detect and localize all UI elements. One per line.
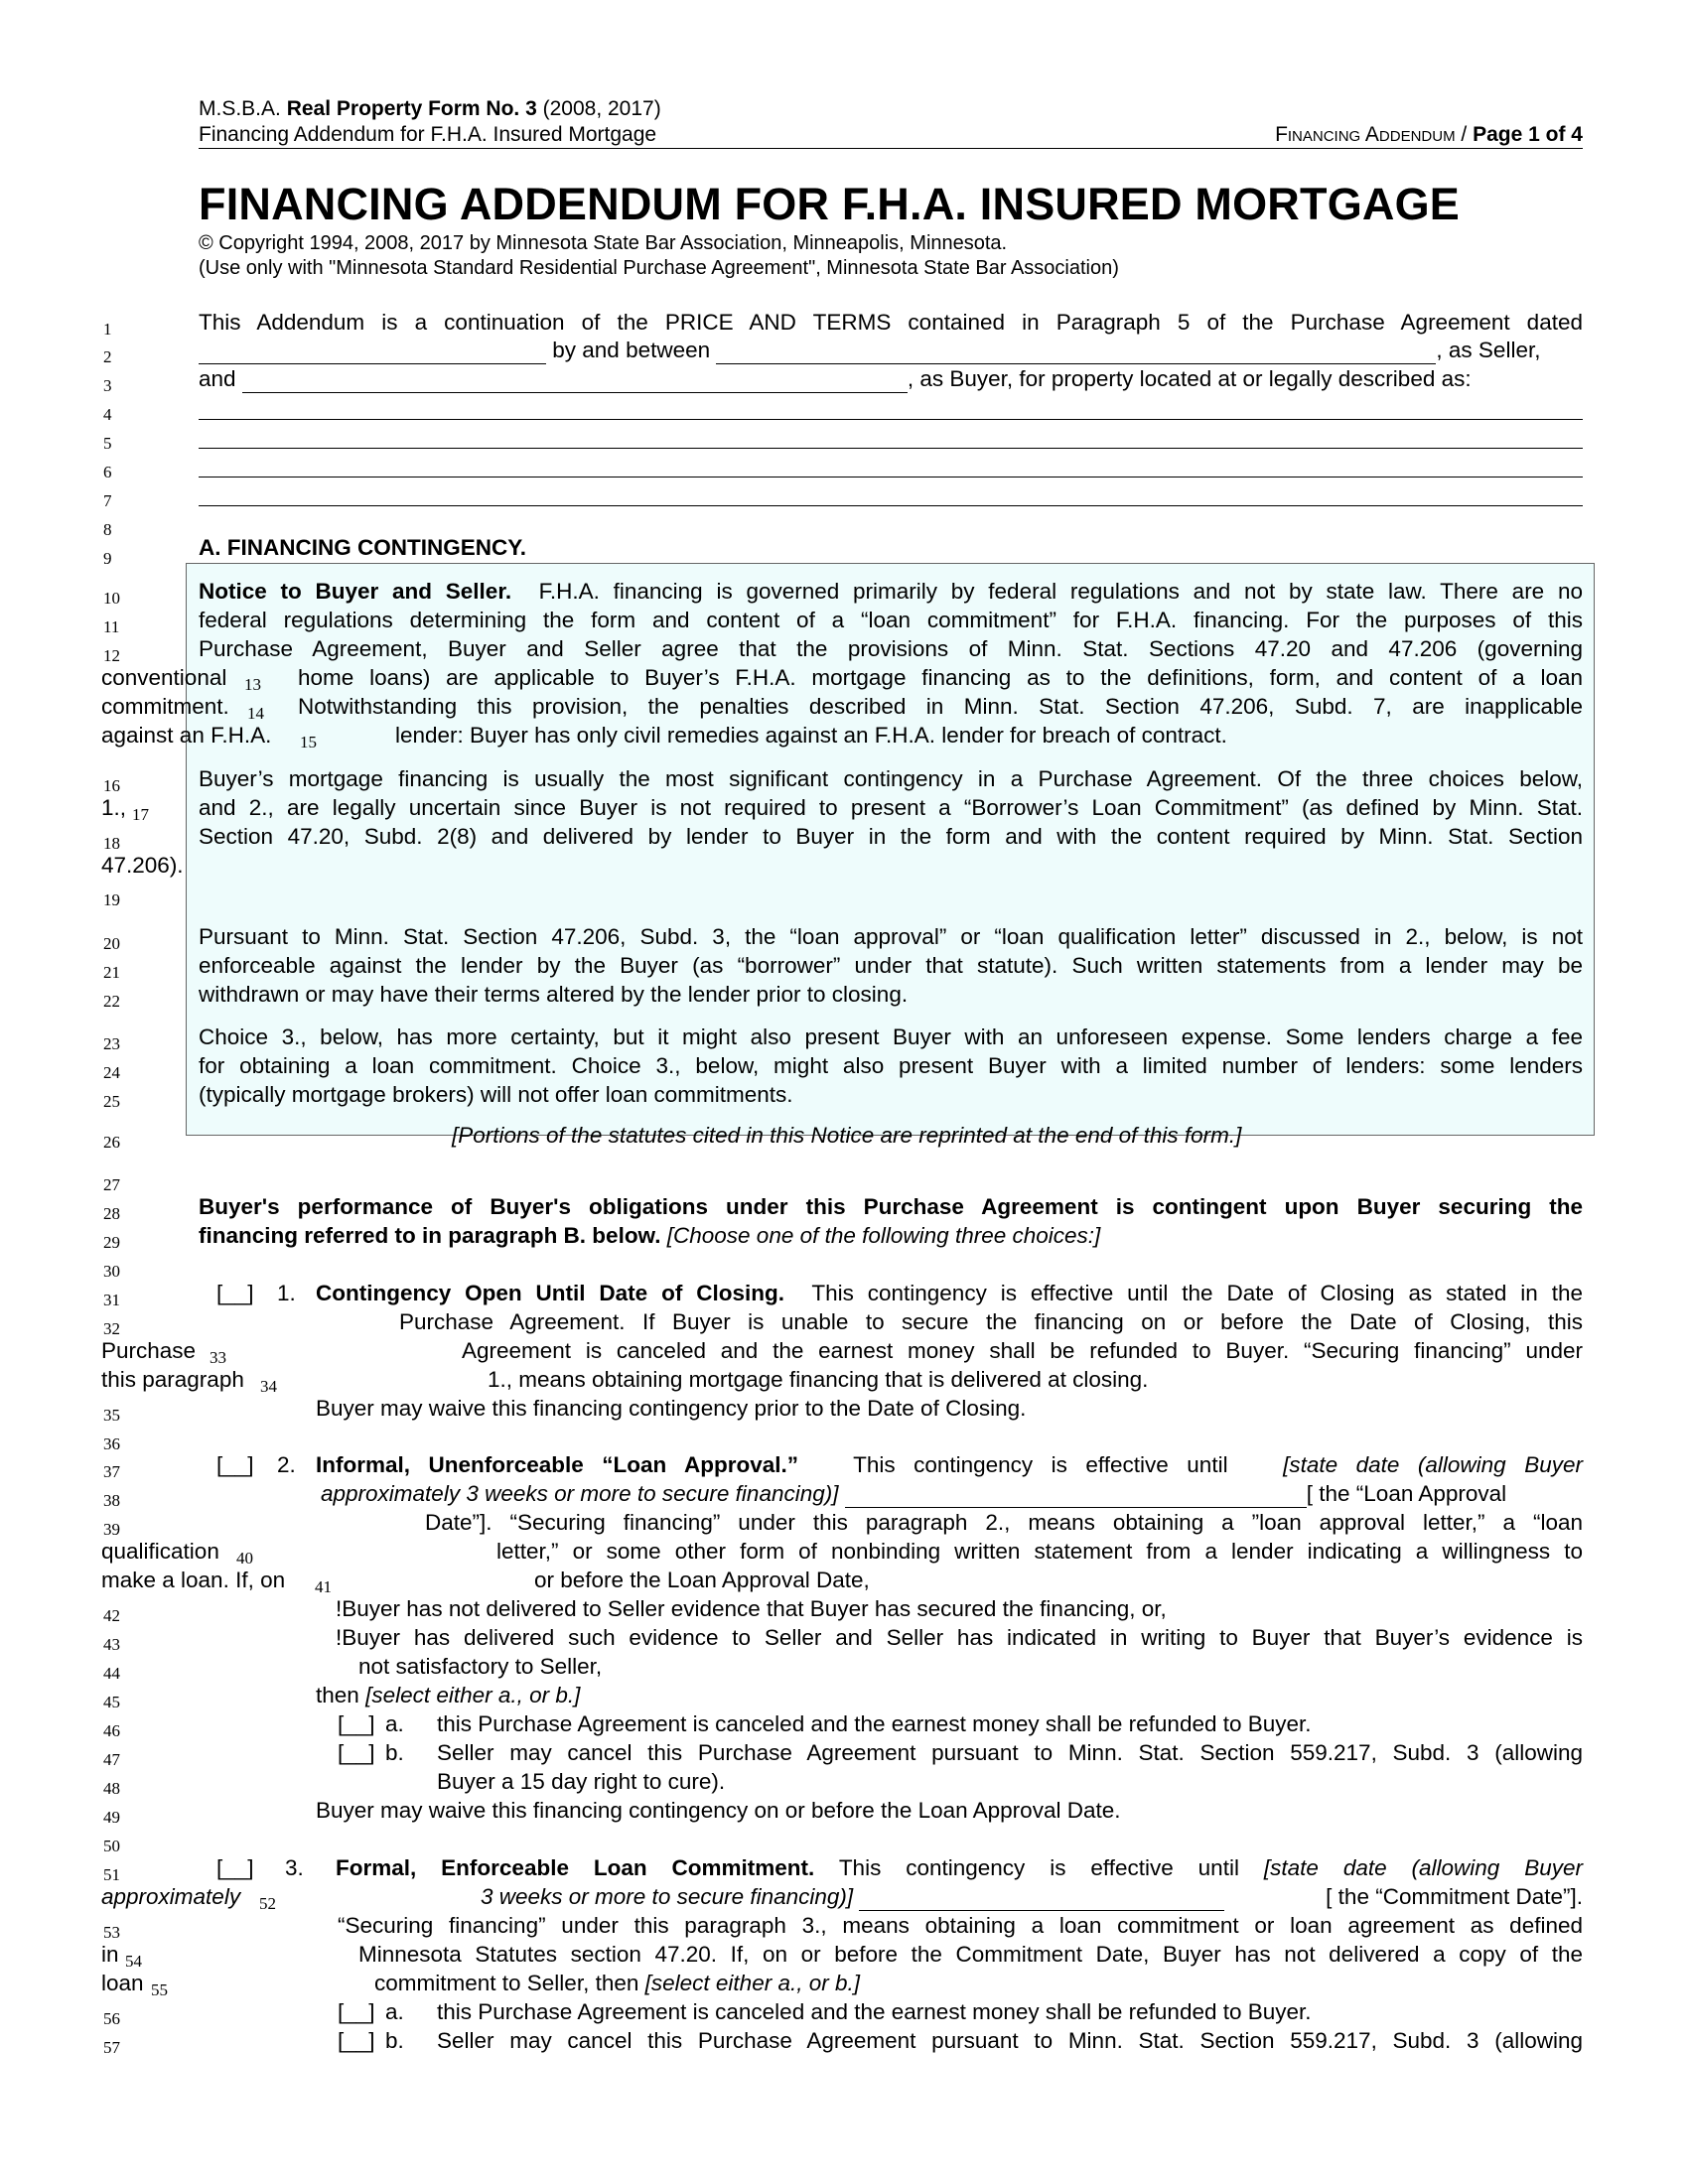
line-number: 31: [103, 1291, 120, 1309]
choice-2-line-42: [336, 1596, 1167, 1622]
choice-2-line-40: letter,” or some other form of nonbinding written statement from a lender indicating a willingness to: [496, 1539, 1583, 1564]
line-number: 12: [103, 646, 120, 665]
choice-3-checkbox[interactable]: [__]: [216, 1855, 254, 1880]
choice-1-line-34-left: this paragraph: [101, 1367, 244, 1392]
choice-2-line-39: Date”]. “Securing financing” under this paragraph 2., means obtaining a ”loan approval letter,” a “loan: [425, 1510, 1583, 1535]
choice-2-italic-38: approximately 3 weeks or more to secure financing)]: [321, 1481, 839, 1506]
bullet-icon: !: [336, 1625, 343, 1650]
line-number: 18: [103, 834, 120, 853]
by-between-text: by and between: [552, 338, 711, 362]
notice-line-25: (typically mortgage brokers) will not offer loan commitments.: [199, 1082, 793, 1107]
notice-line-13: home loans) are applicable to Buyer’s F.H.A. mortgage financing as to the definitions, form, and content of a loan: [298, 665, 1583, 690]
choice-3a-checkbox[interactable]: [__]: [338, 1999, 375, 2024]
bullet-icon: !: [336, 1596, 343, 1621]
header-org: M.S.B.A.: [199, 97, 281, 120]
line-number: 5: [103, 434, 112, 453]
line-number: 43: [103, 1635, 120, 1654]
line-number: 21: [103, 963, 120, 982]
line-number: 34: [260, 1377, 277, 1396]
form-header-line2: [199, 123, 1583, 149]
line-number: 28: [103, 1204, 120, 1223]
notice-line-23: Choice 3., below, has more certainty, but it might also present Buyer with an unforeseen expense. Some lenders charge a fee: [199, 1024, 1583, 1049]
header-right-label: Financing Addendum: [1275, 123, 1456, 146]
choice-1-checkbox[interactable]: [__]: [216, 1281, 254, 1305]
copyright-block: [199, 231, 1119, 281]
line-number: 29: [103, 1233, 120, 1252]
date-field[interactable]: [199, 338, 546, 364]
choice-3-line-56: this Purchase Agreement is canceled and the earnest money shall be refunded to Buyer.: [437, 1999, 1312, 2024]
notice-line-21: enforceable against the lender by the Buyer (as “borrower” under that statute). Such written statements from a lender may be: [199, 953, 1583, 978]
choice-3-text-51: This contingency is effective until: [838, 1855, 1239, 1880]
line-number: 11: [103, 617, 120, 636]
line-number: 40: [236, 1549, 253, 1568]
intro-line-1: This Addendum is a continuation of the PRICE AND TERMS contained in Paragraph 5 of the Purchase Agreement dated: [199, 310, 1583, 335]
as-seller-text: , as Seller,: [1436, 338, 1541, 362]
intro-line-2: [199, 338, 1583, 364]
line-number: 19: [103, 890, 120, 909]
choice-2-number: 2.: [277, 1452, 296, 1477]
line-number: 45: [103, 1693, 120, 1711]
notice-line-26: [Portions of the statutes cited in this Notice are reprinted at the end of this form.]: [452, 1123, 1242, 1148]
loan-approval-date-field[interactable]: [845, 1481, 1307, 1508]
line-number: 25: [103, 1092, 120, 1111]
line-number: 35: [103, 1406, 120, 1425]
notice-line-24: for obtaining a loan commitment. Choice 3., below, might also present Buyer with a limited number of lenders: some lenders: [199, 1053, 1583, 1078]
choice-2-text-37: This contingency is effective until: [853, 1452, 1228, 1477]
choice-2-line-43: [336, 1625, 1583, 1651]
line-number: 15: [300, 733, 317, 751]
choice-2-line-49: Buyer may waive this financing contingency on or before the Loan Approval Date.: [316, 1798, 1121, 1823]
header-form-years: (2008, 2017): [542, 97, 661, 120]
choice-1-number: 1.: [277, 1281, 296, 1305]
choice-3-number: 3.: [285, 1855, 304, 1880]
choice-2-select: [select either a., or b.]: [365, 1683, 581, 1707]
performance-choose: [Choose one of the following three choices:]: [666, 1223, 1101, 1248]
notice-line-18: Section 47.20, Subd. 2(8) and delivered by lender to Buyer in the form and with the content required by Minn. Stat. Section: [199, 824, 1583, 849]
notice-line-11: federal regulations determining the form and content of a “loan commitment” for F.H.A. financing. For the purposes of this: [199, 608, 1583, 632]
header-subtitle: Financing Addendum for F.H.A. Insured Mortgage: [199, 123, 657, 146]
notice-line-17: and 2., are legally uncertain since Buyer is not required to present a “Borrower’s Loan Commitment” (as defined by Minn. Stat.: [199, 795, 1583, 820]
choice-2-line-47: Seller may cancel this Purchase Agreement pursuant to Minn. Stat. Section 559.217, Subd. 3 (allowing: [437, 1740, 1583, 1765]
choice-2-line-41-left: make a loan. If, on: [101, 1568, 286, 1592]
line-number: 49: [103, 1808, 120, 1827]
line-number: 56: [103, 2009, 120, 2028]
choice-1-line-34: 1., means obtaining mortgage financing that is delivered at closing.: [488, 1367, 1149, 1392]
page-number: Page 1 of 4: [1473, 123, 1583, 146]
line-number: 37: [103, 1462, 120, 1481]
line-number: 33: [210, 1348, 226, 1367]
choice-3-line-52-left: approximately: [101, 1884, 241, 1909]
choice-3a-label: a.: [385, 1999, 404, 2024]
line-number: 16: [103, 776, 120, 795]
choice-2-text-43: Buyer has delivered such evidence to Seller and Seller has indicated in writing to Buyer that Buyer’s evidence is: [342, 1625, 1583, 1650]
notice-heading: Notice to Buyer and Seller.: [199, 579, 512, 604]
intro-line-3: [199, 366, 1472, 393]
document-title: FINANCING ADDENDUM FOR F.H.A. INSURED MORTGAGE: [199, 179, 1461, 229]
choice-3-line-57: Seller may cancel this Purchase Agreement pursuant to Minn. Stat. Section 559.217, Subd. 3 (allowing: [437, 2028, 1583, 2053]
notice-text-10: F.H.A. financing is governed primarily by federal regulations and not by state law. There are no: [538, 579, 1583, 604]
choice-3b-checkbox[interactable]: [__]: [338, 2028, 375, 2053]
choice-2-line-41: or before the Loan Approval Date,: [534, 1568, 870, 1592]
notice-line-15: lender: Buyer has only civil remedies against an F.H.A. lender for breach of contract.: [395, 723, 1227, 748]
choice-1-line-31: [316, 1281, 1583, 1306]
header-form-name: Real Property Form No. 3: [286, 97, 537, 120]
choice-3-text-55: commitment to Seller, then: [374, 1971, 639, 1995]
property-description-field-1[interactable]: [199, 419, 1583, 420]
line-number: 44: [103, 1664, 120, 1683]
line-number: 52: [259, 1894, 276, 1913]
line-number: 4: [103, 405, 112, 424]
section-a-heading: A. FINANCING CONTINGENCY.: [199, 535, 527, 560]
choice-3-text-52: [ the “Commitment Date”].: [1326, 1884, 1583, 1909]
choice-2a-label: a.: [385, 1711, 404, 1736]
property-description-field-2[interactable]: [199, 448, 1583, 449]
line-number: 54: [125, 1952, 142, 1971]
notice-line-10: [199, 579, 1583, 605]
line-number: 10: [103, 589, 120, 608]
choice-1-line-32: Purchase Agreement. If Buyer is unable to secure the financing on or before the Date of Closing, this: [399, 1309, 1583, 1334]
choice-1-line-33-left: Purchase: [101, 1338, 197, 1363]
choice-2-line-38: [321, 1481, 1506, 1508]
choice-2-line-37: [316, 1452, 1583, 1478]
line-number: 20: [103, 934, 120, 953]
choice-3-line-54: Minnesota Statutes section 47.20. If, on or before the Commitment Date, Buyer has not delivered a copy of the: [358, 1942, 1583, 1967]
line-number: 39: [103, 1520, 120, 1539]
header-page-info: [1275, 123, 1583, 147]
line-number: 23: [103, 1034, 120, 1053]
form-header-line1: [199, 97, 661, 121]
line-number: 30: [103, 1262, 120, 1281]
choice-2-line-45: [316, 1683, 580, 1708]
line-number: 41: [315, 1577, 332, 1596]
choice-1-line-35: Buyer may waive this financing contingency prior to the Date of Closing.: [316, 1396, 1027, 1421]
line-number: 46: [103, 1721, 120, 1740]
choice-2b-checkbox[interactable]: [__]: [338, 1740, 375, 1765]
line-number: 13: [244, 675, 261, 694]
line-number: 53: [103, 1923, 120, 1942]
line-number: 6: [103, 463, 112, 481]
notice-line-18b: 47.206).: [101, 853, 184, 878]
choice-3-line-55-left: loan: [101, 1971, 144, 1995]
choice-3-line-55: [374, 1971, 860, 1996]
seller-name-field[interactable]: [716, 338, 1436, 364]
choice-2-line-44: not satisfactory to Seller,: [358, 1654, 603, 1679]
performance-line-29: [199, 1223, 1100, 1249]
line-number: 57: [103, 2038, 120, 2057]
commitment-date-field[interactable]: [859, 1884, 1224, 1911]
notice-line-14: Notwithstanding this provision, the penalties described in Minn. Stat. Section 47.206, Subd. 7, are inapplicable: [298, 694, 1583, 719]
choice-3-line-54-left: in: [101, 1942, 119, 1967]
choice-3-italic-51: [state date (allowing Buyer: [1263, 1855, 1583, 1880]
choice-2a-checkbox[interactable]: [__]: [338, 1711, 375, 1736]
choice-1-line-33: Agreement is canceled and the earnest money shall be refunded to Buyer. “Securing financing” under: [462, 1338, 1583, 1363]
property-description-field-3[interactable]: [199, 477, 1583, 478]
line-number: 22: [103, 992, 120, 1011]
buyer-name-field[interactable]: [242, 366, 908, 393]
notice-line-15-left: against an F.H.A.: [101, 723, 272, 748]
choice-2-line-46: this Purchase Agreement is canceled and the earnest money shall be refunded to Buyer.: [437, 1711, 1312, 1736]
line-number: 55: [151, 1980, 168, 1999]
choice-3-line-53: “Securing financing” under this paragraph 3., means obtaining a loan commitment or loan agreement as defined: [338, 1913, 1583, 1938]
line-number: 51: [103, 1865, 120, 1884]
notice-line-17-left: 1.,: [101, 795, 127, 820]
line-number: 26: [103, 1133, 120, 1152]
line-number: 38: [103, 1491, 120, 1510]
property-description-field-4[interactable]: [199, 505, 1583, 506]
line-number: 1: [103, 320, 112, 339]
use-only-line: (Use only with "Minnesota Standard Residential Purchase Agreement", Minnesota State Bar Association): [199, 257, 1119, 279]
choice-3-italic-52: 3 weeks or more to secure financing)]: [481, 1884, 854, 1909]
as-buyer-text: , as Buyer, for property located at or legally described as:: [907, 366, 1472, 391]
line-number: 2: [103, 347, 112, 366]
line-number: 32: [103, 1319, 120, 1338]
notice-line-12: Purchase Agreement, Buyer and Seller agree that the provisions of Minn. Stat. Sections 47.20 and 47.206 (governing: [199, 636, 1583, 661]
choice-2-text-38: [ the “Loan Approval: [1306, 1481, 1507, 1506]
and-text: and: [199, 366, 236, 391]
notice-line-22: withdrawn or may have their terms altered by the lender prior to closing.: [199, 982, 909, 1007]
line-number: 27: [103, 1175, 120, 1194]
choice-2b-label: b.: [385, 1740, 404, 1765]
performance-bold: financing referred to in paragraph B. below.: [199, 1223, 661, 1248]
line-number: 50: [103, 1837, 120, 1855]
copyright-line: © Copyright 1994, 2008, 2017 by Minnesota State Bar Association, Minneapolis, Minnesota.: [199, 232, 1008, 254]
choice-2-text-42: Buyer has not delivered to Seller evidence that Buyer has secured the financing, or,: [342, 1596, 1167, 1621]
line-number: 48: [103, 1779, 120, 1798]
choice-1-heading: Contingency Open Until Date of Closing.: [316, 1281, 784, 1305]
choice-1-text-31: This contingency is effective until the Date of Closing as stated in the: [811, 1281, 1583, 1305]
line-number: 7: [103, 491, 112, 510]
choice-2-line-40-left: qualification: [101, 1539, 219, 1564]
line-number: 17: [132, 805, 149, 824]
choice-3b-label: b.: [385, 2028, 404, 2053]
line-number: 47: [103, 1750, 120, 1769]
choice-3-heading: Formal, Enforceable Loan Commitment.: [336, 1855, 815, 1880]
choice-2-then: then: [316, 1683, 359, 1707]
choice-3-select: [select either a., or b.]: [644, 1971, 860, 1995]
notice-line-14-left: commitment.: [101, 694, 229, 719]
notice-line-16: Buyer’s mortgage financing is usually the most significant contingency in a Purchase Agreement. Of the three choices below,: [199, 766, 1583, 791]
notice-line-13-left: conventional: [101, 665, 227, 690]
performance-line-28: Buyer's performance of Buyer's obligations under this Purchase Agreement is contingent upon Buyer securing the: [199, 1194, 1583, 1219]
choice-3-line-52: [481, 1884, 1583, 1911]
choice-3-line-51: [336, 1855, 1583, 1881]
line-number: 24: [103, 1063, 120, 1082]
header-slash: /: [1461, 123, 1468, 146]
line-number: 9: [103, 549, 112, 568]
line-number: 14: [247, 704, 264, 723]
choice-2-heading: Informal, Unenforceable “Loan Approval.”: [316, 1452, 798, 1477]
notice-line-20: Pursuant to Minn. Stat. Section 47.206, Subd. 3, the “loan approval” or “loan qualification letter” discussed in 2., below, is not: [199, 924, 1583, 949]
line-number: 36: [103, 1434, 120, 1453]
choice-2-italic-37: [state date (allowing Buyer: [1283, 1452, 1583, 1477]
choice-2-checkbox[interactable]: [__]: [216, 1452, 254, 1477]
line-number: 42: [103, 1606, 120, 1625]
line-number: 3: [103, 376, 112, 395]
choice-2-line-48: Buyer a 15 day right to cure).: [437, 1769, 726, 1794]
line-number: 8: [103, 520, 112, 539]
